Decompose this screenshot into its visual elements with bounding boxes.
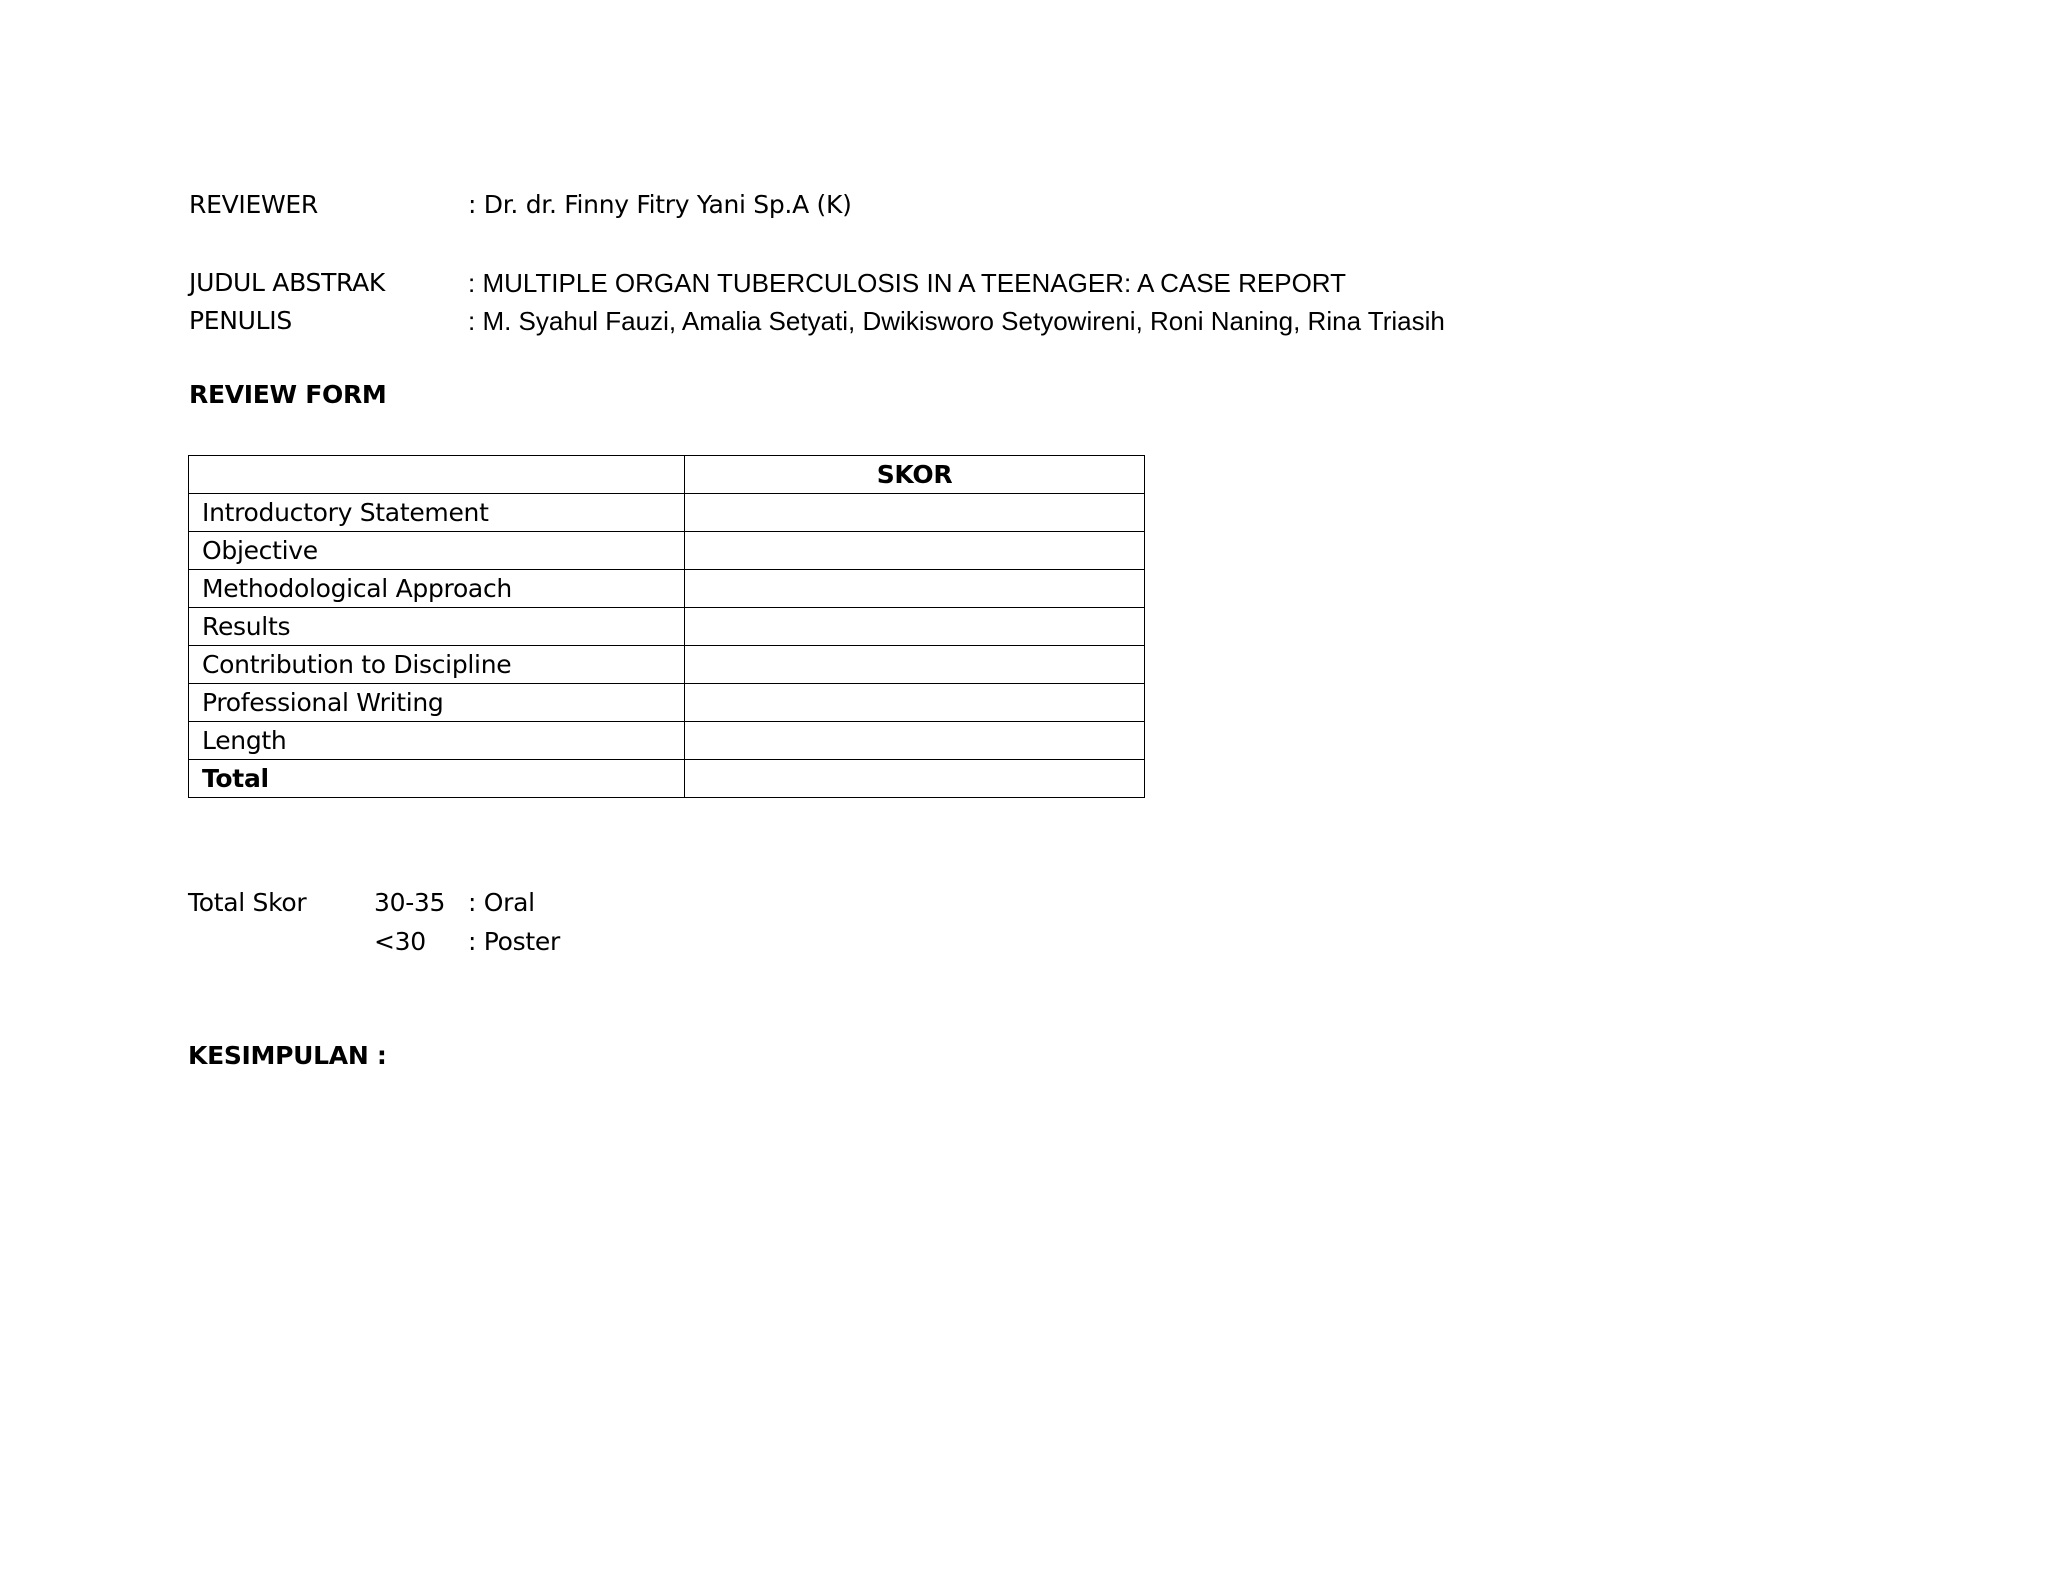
abstract-title-value: : MULTIPLE ORGAN TUBERCULOSIS IN A TEENAGER: A CASE REPORT [468, 268, 1346, 298]
criteria-label: Length [189, 722, 685, 760]
total-label: Total [189, 760, 685, 798]
table-row [189, 646, 1145, 684]
score-result: : Poster [468, 927, 560, 956]
table-row [189, 684, 1145, 722]
score-header-cell: SKOR [685, 456, 1145, 494]
total-row [189, 760, 1145, 798]
authors-label: PENULIS [189, 306, 292, 335]
criteria-label: Results [189, 608, 685, 646]
table-row [189, 532, 1145, 570]
table-row [189, 608, 1145, 646]
abstract-title-label: JUDUL ABSTRAK [189, 268, 386, 297]
score-cell[interactable] [685, 532, 1145, 570]
score-cell[interactable] [685, 684, 1145, 722]
authors-value: : M. Syahul Fauzi, Amalia Setyati, Dwikisworo Setyowireni, Roni Naning, Rina Triasih [468, 306, 1445, 336]
score-range: 30-35 [374, 888, 446, 917]
reviewer-value: : Dr. dr. Finny Fitry Yani Sp.A (K) [468, 190, 852, 219]
reviewer-label: REVIEWER [189, 190, 318, 219]
criteria-label: Methodological Approach [189, 570, 685, 608]
total-score-label: Total Skor [188, 888, 307, 917]
criteria-header-cell [189, 456, 685, 494]
score-cell[interactable] [685, 646, 1145, 684]
criteria-label: Contribution to Discipline [189, 646, 685, 684]
table-row [189, 570, 1145, 608]
criteria-label: Professional Writing [189, 684, 685, 722]
criteria-label: Introductory Statement [189, 494, 685, 532]
table-header-row [189, 456, 1145, 494]
score-cell[interactable] [685, 608, 1145, 646]
score-cell[interactable] [685, 570, 1145, 608]
total-score-cell[interactable] [685, 760, 1145, 798]
score-cell[interactable] [685, 722, 1145, 760]
conclusion-label: KESIMPULAN : [188, 1041, 387, 1070]
review-form-heading: REVIEW FORM [189, 380, 387, 409]
table-row [189, 494, 1145, 532]
table-row [189, 722, 1145, 760]
criteria-label: Objective [189, 532, 685, 570]
review-form-table [188, 455, 1145, 798]
score-range: <30 [374, 927, 426, 956]
score-result: : Oral [468, 888, 535, 917]
score-cell[interactable] [685, 494, 1145, 532]
